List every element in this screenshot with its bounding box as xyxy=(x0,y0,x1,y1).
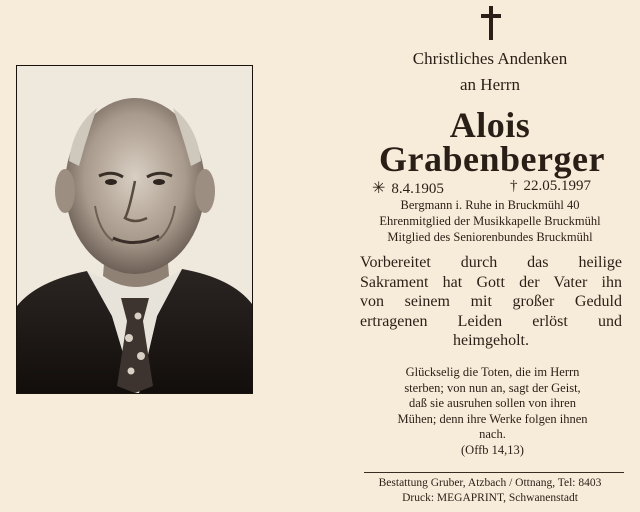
birth-date-value: 8.4.1905 xyxy=(391,181,444,197)
portrait-photo xyxy=(17,66,252,393)
info-line: Ehrenmitglied der Musikkapelle Bruckmühl xyxy=(379,214,601,228)
bible-quote xyxy=(365,365,620,458)
cross-icon xyxy=(479,6,503,40)
last-name: Grabenberger xyxy=(379,139,605,179)
info-line: Mitglied des Seniorenbundes Bruckmühl xyxy=(387,230,593,244)
portrait-illustration xyxy=(17,66,252,393)
quote-reference: (Offb 14,13) xyxy=(461,442,524,457)
card-subtitle: an Herrn xyxy=(460,75,520,94)
main-text-line: heimgeholt. xyxy=(453,332,529,349)
main-text-line: ertragenen Leiden erlöst und xyxy=(360,312,622,330)
main-text-line: Vorbereitet durch das heilige xyxy=(360,254,622,271)
main-text xyxy=(360,253,622,351)
footer-divider xyxy=(364,472,624,473)
quote-line: sterben; von nun an, sagt der Geist, xyxy=(404,380,581,395)
footer-undertaker: Bestattung Gruber, Atzbach / Ottnang, Tel: 8403 xyxy=(378,477,602,489)
death-date-value: 22.05.1997 xyxy=(523,178,591,194)
quote-line: daß sie ausruhen sollen von ihren xyxy=(409,396,576,410)
birth-date xyxy=(372,178,444,198)
footer-printer: Druck: MEGAPRINT, Schwanenstadt xyxy=(402,492,578,504)
birth-star-icon: ✳ xyxy=(372,180,386,197)
main-text-line: Sakrament hat Gott der Vater ihn xyxy=(360,273,622,291)
info-line: Bergmann i. Ruhe in Bruckmühl 40 xyxy=(400,198,580,212)
quote-line: Mühen; denn ihre Werke folgen ihnen xyxy=(397,411,588,426)
quote-line: Glückselig die Toten, die im Herrn xyxy=(405,365,580,379)
main-text-line: von seinem mit großer Geduld xyxy=(360,293,622,310)
quote-line: nach. xyxy=(479,427,506,441)
first-name: Alois xyxy=(449,105,531,145)
death-date xyxy=(510,178,591,195)
card-title: Christliches Andenken xyxy=(412,49,568,68)
death-cross-icon: † xyxy=(510,178,518,194)
